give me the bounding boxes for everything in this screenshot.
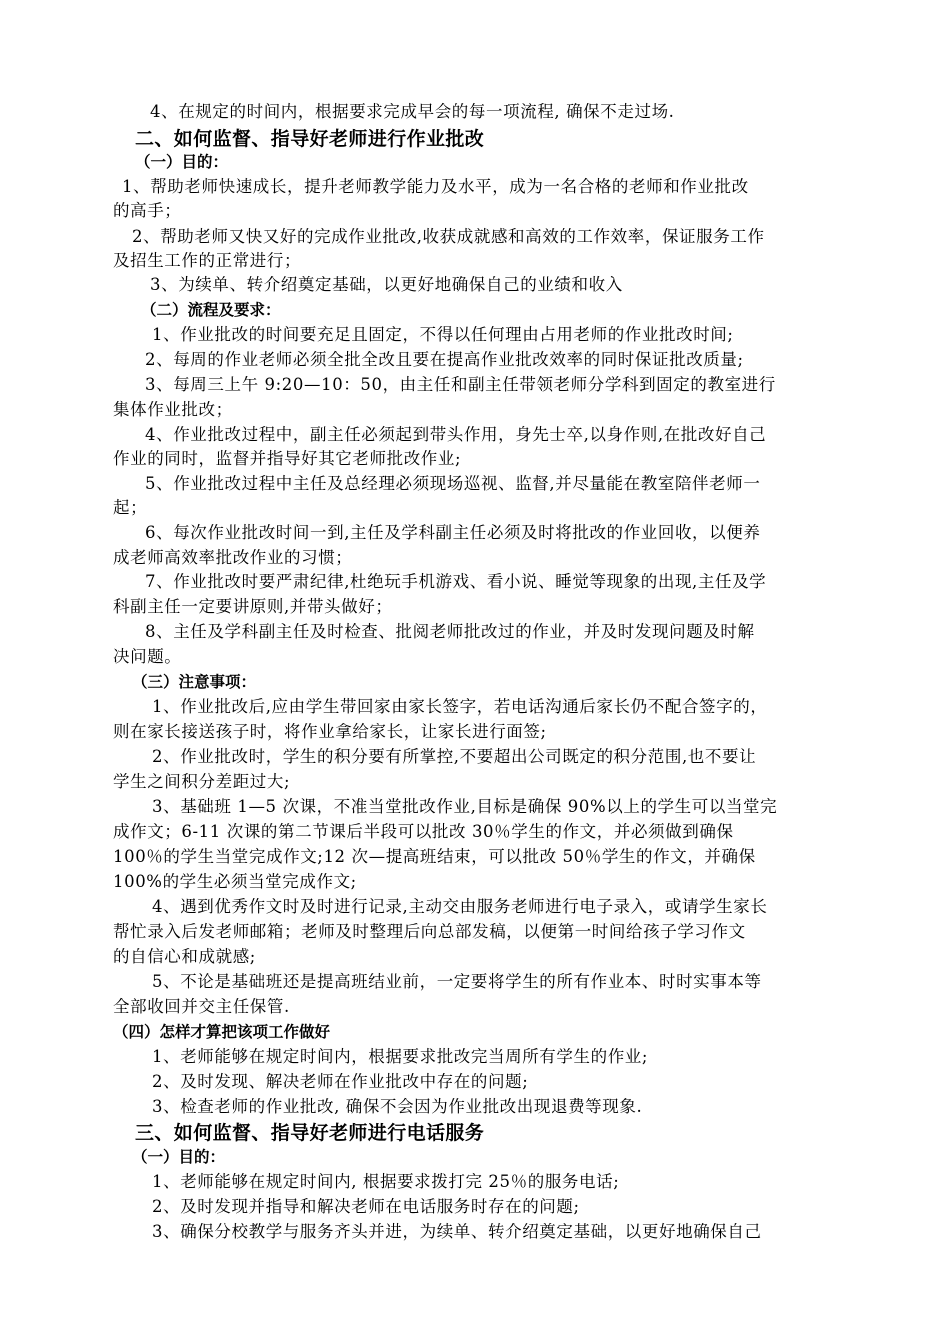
paragraph-line: 2、及时发现、解决老师在作业批改中存在的问题; [152, 1072, 529, 1091]
paragraph-line: 集体作业批改； [113, 400, 233, 419]
paragraph-line: 成老师高效率批改作业的习惯； [113, 548, 353, 567]
paragraph-line: 1、老师能够在规定时间内，根据要求批改完当周所有学生的作业; [152, 1047, 649, 1066]
paragraph-line: 100％的学生当堂完成作文;12 次—提高班结束，可以批改 50％学生的作文，并确保 [113, 847, 756, 866]
paragraph-line: 3、基础班 1—5 次课，不准当堂批改作业,目标是确保 90%以上的学生可以当堂完 [152, 797, 778, 816]
paragraph-line: 5、作业批改过程中主任及总经理必须现场巡视、监督,并尽量能在教室陪伴老师一 [145, 474, 761, 493]
paragraph-line: 4、遇到优秀作文时及时进行记录,主动交由服务老师进行电子录入，或请学生家长 [152, 897, 768, 916]
paragraph-line: 作业的同时，监督并指导好其它老师批改作业; [113, 449, 462, 468]
paragraph-line: 5、不论是基础班还是提高班结业前，一定要将学生的所有作业本、时时实事本等 [152, 972, 762, 991]
paragraph-line: 2、及时发现并指导和解决老师在电话服务时存在的问题; [152, 1197, 580, 1216]
paragraph-line: 8、主任及学科副主任及时检查、批阅老师批改过的作业，并及时发现问题及时解 [145, 622, 755, 641]
paragraph-line: 100%的学生必须当堂完成作文; [113, 872, 357, 891]
subheading-purpose: （一）目的： [132, 1148, 226, 1166]
paragraph-line: 4、在规定的时间内，根据要求完成早会的每一项流程, 确保不走过场. [150, 102, 675, 121]
paragraph-line: 成作文；6-11 次课的第二节课后半段可以批改 30％学生的作文，并必须做到确保 [113, 822, 734, 841]
paragraph-line: 帮忙录入后发老师邮箱；老师及时整理后向总部发稿，以便第一时间给孩子学习作文 [113, 922, 746, 941]
subheading-criteria: （四）怎样才算把该项工作做好 [113, 1023, 331, 1041]
paragraph-line: 的高手； [113, 201, 182, 220]
paragraph-line: 2、帮助老师又快又好的完成作业批改,收获成就感和高效的工作效率，保证服务工作 [132, 227, 765, 246]
paragraph-line: 的自信心和成就感; [113, 947, 256, 966]
paragraph-line: 1、帮助老师快速成长，提升老师教学能力及水平，成为一名合格的老师和作业批改 [122, 177, 749, 196]
paragraph-line: 全部收回并交主任保管. [113, 997, 290, 1016]
paragraph-line: 1、作业批改的时间要充足且固定，不得以任何理由占用老师的作业批改时间; [152, 325, 734, 344]
paragraph-line: 决问题。 [113, 647, 182, 666]
paragraph-line: 1、老师能够在规定时间内, 根据要求拨打完 25％的服务电话; [152, 1172, 620, 1191]
paragraph-line: 学生之间积分差距过大; [113, 772, 291, 791]
paragraph-line: 3、为续单、转介绍奠定基础，以更好地确保自己的业绩和收入 [150, 275, 623, 294]
paragraph-line: 起； [113, 498, 148, 517]
paragraph-line: 6、每次作业批改时间一到,主任及学科副主任必须及时将批改的作业回收，以便养 [145, 523, 761, 542]
paragraph-line: 3、每周三上午 9:20—10：50，由主任和副主任带领老师分学科到固定的教室进行 [145, 375, 776, 394]
paragraph-line: 2、每周的作业老师必须全批全改且要在提高作业批改效率的同时保证批改质量; [145, 350, 744, 369]
paragraph-line: 及招生工作的正常进行； [113, 251, 302, 270]
section-heading-3: 三、如何监督、指导好老师进行电话服务 [135, 1122, 485, 1144]
paragraph-line: 4、作业批改过程中，副主任必须起到带头作用，身先士卒,以身作则,在批改好自己 [145, 425, 767, 444]
paragraph-line: 3、检查老师的作业批改, 确保不会因为作业批改出现退费等现象. [152, 1097, 643, 1116]
subheading-process: （二）流程及要求： [141, 301, 281, 319]
section-heading-2: 二、如何监督、指导好老师进行作业批改 [135, 128, 485, 150]
paragraph-line: 1、作业批改后,应由学生带回家由家长签字，若电话沟通后家长仍不配合签字的， [152, 697, 768, 716]
paragraph-line: 3、确保分校教学与服务齐头并进，为续单、转介绍奠定基础，以更好地确保自己 [152, 1222, 762, 1241]
paragraph-line: 则在家长接送孩子时，将作业拿给家长，让家长进行面签; [113, 722, 547, 741]
paragraph-line: 7、作业批改时要严肃纪律,杜绝玩手机游戏、看小说、睡觉等现象的出现,主任及学 [145, 572, 767, 591]
subheading-purpose: （一）目的： [135, 153, 229, 171]
paragraph-line: 科副主任一定要讲原则,并带头做好； [113, 597, 393, 616]
subheading-notes: （三）注意事项： [132, 673, 257, 691]
paragraph-line: 2、作业批改时，学生的积分要有所掌控,不要超出公司既定的积分范围,也不要让 [152, 747, 757, 766]
